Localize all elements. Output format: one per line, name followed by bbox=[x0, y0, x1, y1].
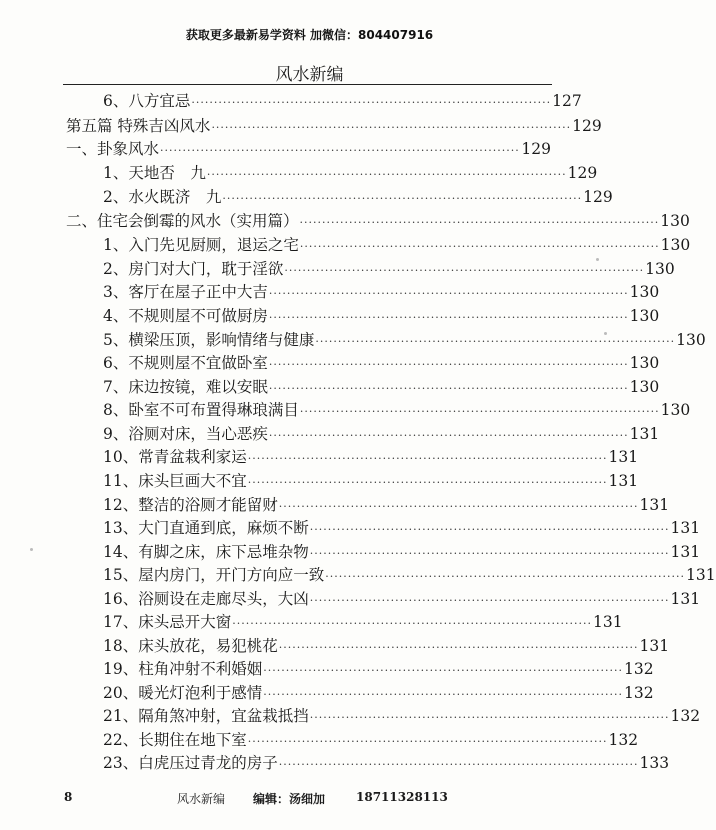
toc-page-number: 131 bbox=[608, 448, 639, 466]
toc-page-number: 130 bbox=[629, 378, 660, 396]
toc-entry bbox=[103, 162, 598, 185]
toc-entry-title: 10、常青盆栽利家运 bbox=[103, 448, 247, 466]
toc-entry bbox=[103, 635, 670, 658]
toc-entry-title: 6、八方宜忌 bbox=[103, 92, 191, 110]
toc-leader-dots: ················································································ bbox=[268, 429, 629, 442]
toc-entry bbox=[103, 705, 701, 728]
toc-leader-dots: ················································································ bbox=[278, 500, 639, 513]
page-footer bbox=[0, 790, 619, 812]
toc-leader-dots: ················································································ bbox=[191, 96, 552, 109]
toc-entry-title: 19、柱角冲射不利婚姻 bbox=[103, 660, 263, 678]
toc-page-number: 131 bbox=[639, 637, 670, 655]
toc-page-number: 131 bbox=[608, 472, 639, 490]
toc-entry bbox=[103, 352, 660, 375]
toc-page-number: 130 bbox=[660, 236, 691, 254]
toc-page-number: 132 bbox=[670, 707, 701, 725]
toc-page-number: 132 bbox=[623, 684, 654, 702]
toc-entry bbox=[66, 138, 551, 161]
toc-leader-dots: ················································································ bbox=[309, 594, 670, 607]
footer-page-number: 8 bbox=[64, 790, 73, 804]
toc-leader-dots: ················································································ bbox=[268, 311, 629, 324]
toc-entry-title: 11、床头巨画大不宜 bbox=[103, 472, 247, 490]
toc-page-number: 130 bbox=[660, 401, 691, 419]
toc-page-number: 131 bbox=[639, 496, 670, 514]
toc-entry bbox=[103, 186, 613, 209]
toc-entry-title: 22、长期住在地下室 bbox=[103, 731, 247, 749]
toc-entry-title: 18、床头放花，易犯桃花 bbox=[103, 637, 278, 655]
toc-leader-dots: ················································································ bbox=[299, 216, 660, 229]
toc-entry bbox=[103, 90, 582, 113]
scan-speck bbox=[604, 332, 607, 335]
toc-entry bbox=[103, 588, 701, 611]
toc-leader-dots: ················································································ bbox=[263, 688, 623, 701]
toc-leader-dots: ················································································ bbox=[222, 192, 583, 205]
toc-entry bbox=[103, 658, 654, 681]
toc-page-number: 129 bbox=[583, 188, 613, 206]
toc-entry-title: 13、大门直通到底，麻烦不断 bbox=[103, 519, 309, 537]
toc-leader-dots: ················································································ bbox=[206, 168, 567, 181]
toc-entry-title: 14、有脚之床，床下忌堆杂物 bbox=[103, 543, 309, 561]
toc-leader-dots: ················································································ bbox=[263, 664, 623, 677]
toc-entry-title: 1、入门先见厨厕，退运之宅 bbox=[103, 236, 299, 254]
toc-entry bbox=[103, 376, 660, 399]
toc-leader-dots: ················································································ bbox=[247, 452, 608, 465]
toc-page-number: 131 bbox=[629, 425, 660, 443]
toc-entry-title: 4、不规则屋不可做厨房 bbox=[103, 307, 268, 325]
toc-entry-title: 6、不规则屋不宜做卧室 bbox=[103, 354, 268, 372]
toc-entry bbox=[103, 234, 691, 257]
toc-entry-title: 第五篇 特殊吉凶风水 bbox=[66, 117, 211, 135]
toc-page-number: 130 bbox=[660, 212, 690, 230]
toc-entry bbox=[103, 494, 670, 517]
toc-page-number: 132 bbox=[608, 731, 639, 749]
toc-entry-title: 一、卦象风水 bbox=[66, 140, 160, 158]
toc-leader-dots: ················································································ bbox=[247, 476, 608, 489]
toc-leader-dots: ················································································ bbox=[247, 735, 608, 748]
toc-entry bbox=[103, 470, 639, 493]
toc-leader-dots: ················································································ bbox=[160, 144, 520, 157]
toc-page-number: 130 bbox=[676, 331, 706, 349]
toc-entry-title: 5、横梁压顶，影响情绪与健康 bbox=[103, 331, 315, 349]
page-header-title: 风水新编 bbox=[275, 65, 344, 85]
footer-phone: 18711328113 bbox=[356, 790, 448, 804]
toc-entry bbox=[103, 564, 716, 587]
toc-page-number: 131 bbox=[670, 519, 701, 537]
toc-entry-title: 二、住宅会倒霉的风水（实用篇） bbox=[66, 212, 299, 230]
toc-entry bbox=[66, 115, 602, 138]
toc-page-number: 129 bbox=[521, 140, 551, 158]
toc-page-number: 131 bbox=[670, 590, 701, 608]
toc-entry-title: 15、屋内房门，开门方向应一致 bbox=[103, 566, 325, 584]
toc-page-number: 129 bbox=[572, 117, 602, 135]
toc-entry bbox=[103, 682, 654, 705]
toc-entry bbox=[103, 399, 691, 422]
toc-page-number: 130 bbox=[629, 283, 660, 301]
toc-leader-dots: ················································································ bbox=[278, 641, 639, 654]
toc-entry-title: 20、暖光灯泡利于感情 bbox=[103, 684, 263, 702]
footer-book-title: 风水新编 bbox=[177, 792, 226, 806]
toc-entry bbox=[103, 517, 701, 540]
toc-leader-dots: ················································································ bbox=[211, 121, 572, 134]
toc-entry-title: 8、卧室不可布置得琳琅满目 bbox=[103, 401, 299, 419]
toc-page-number: 130 bbox=[645, 260, 675, 278]
toc-page-number: 131 bbox=[685, 566, 716, 584]
toc-entry bbox=[103, 329, 706, 352]
toc-entry-title: 2、水火既济 九 bbox=[103, 188, 222, 206]
toc-entry bbox=[103, 541, 701, 564]
toc-page-number: 133 bbox=[639, 754, 670, 772]
toc-entry-title: 7、床边按镜，难以安眠 bbox=[103, 378, 268, 396]
toc-leader-dots: ················································································ bbox=[268, 287, 629, 300]
toc-leader-dots: ················································································ bbox=[299, 240, 660, 253]
toc-leader-dots: ················································································ bbox=[268, 358, 629, 371]
toc-leader-dots: ················································································ bbox=[278, 758, 639, 771]
toc-entry bbox=[103, 281, 660, 304]
toc-leader-dots: ················································································ bbox=[232, 617, 592, 630]
toc-entry bbox=[103, 446, 639, 469]
toc-entry bbox=[103, 305, 660, 328]
scan-speck bbox=[30, 548, 33, 551]
toc-entry-title: 23、白虎压过青龙的房子 bbox=[103, 754, 278, 772]
toc-entry bbox=[103, 258, 675, 281]
toc-entry-title: 9、浴厕对床，当心恶疾 bbox=[103, 425, 268, 443]
toc-entry bbox=[103, 729, 639, 752]
toc-entry bbox=[103, 423, 660, 446]
toc-entry-title: 12、整洁的浴厕才能留财 bbox=[103, 496, 278, 514]
toc-leader-dots: ················································································ bbox=[268, 382, 629, 395]
toc-page-number: 131 bbox=[670, 543, 701, 561]
toc-page-number: 129 bbox=[567, 164, 598, 182]
toc-entry-title: 2、房门对大门，耽于淫欲 bbox=[103, 260, 284, 278]
toc-page-number: 130 bbox=[629, 307, 660, 325]
promo-banner: 获取更多最新易学资料 加微信：804407916 bbox=[185, 28, 434, 42]
toc-entry-title: 1、天地否 九 bbox=[103, 164, 206, 182]
toc-leader-dots: ················································································ bbox=[284, 264, 645, 277]
header-divider bbox=[63, 84, 552, 85]
toc-leader-dots: ················································································ bbox=[309, 523, 670, 536]
toc-page-number: 127 bbox=[552, 92, 582, 110]
toc-leader-dots: ················································································ bbox=[309, 711, 670, 724]
scan-speck bbox=[596, 258, 599, 261]
toc-entry-title: 17、床头忌开大窗 bbox=[103, 613, 232, 631]
toc-entry bbox=[103, 611, 623, 634]
toc-page-number: 131 bbox=[592, 613, 623, 631]
toc-entry bbox=[103, 752, 670, 775]
footer-editor: 编辑：汤细加 bbox=[253, 792, 326, 806]
toc-entry-title: 16、浴厕设在走廊尽头，大凶 bbox=[103, 590, 309, 608]
toc-leader-dots: ················································································ bbox=[309, 547, 670, 560]
toc-leader-dots: ················································································ bbox=[315, 335, 676, 348]
toc-entry-title: 21、隔角煞冲射，宜盆栽抵挡 bbox=[103, 707, 309, 725]
toc-page-number: 130 bbox=[629, 354, 660, 372]
toc-leader-dots: ················································································ bbox=[299, 405, 660, 418]
toc-entry bbox=[66, 210, 690, 233]
toc-entry-title: 3、客厅在屋子正中大吉 bbox=[103, 283, 268, 301]
toc-page-number: 132 bbox=[623, 660, 654, 678]
toc-leader-dots: ················································································ bbox=[325, 570, 685, 583]
